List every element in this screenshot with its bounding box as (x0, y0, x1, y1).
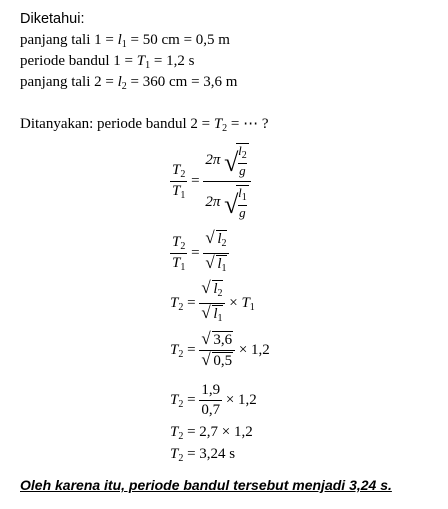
label: panjang tali 1 = (20, 32, 114, 48)
value: 1,2 (251, 341, 270, 358)
t: T (172, 183, 181, 199)
t: T (170, 341, 179, 358)
t: T (241, 294, 250, 311)
subscript: 1 (145, 60, 151, 71)
t: T (172, 255, 181, 271)
sub: 1 (180, 190, 186, 201)
result: = 2,7 × 1,2 (187, 424, 253, 440)
l: l (217, 231, 222, 247)
label: periode bandul 1 = (20, 53, 134, 69)
t: T (172, 162, 181, 178)
subscript: 2 (121, 81, 127, 92)
step-5 (170, 382, 257, 419)
l: l (213, 281, 218, 297)
sub: 1 (241, 192, 247, 203)
sub: 1 (180, 262, 186, 273)
step-7 (170, 446, 235, 464)
symbol: l (117, 74, 122, 90)
sqrt: √ $\frac{l_2}{g}$ (224, 143, 247, 178)
step-1 (170, 143, 251, 220)
ratio: √ 3,6 √ 0,5 (199, 331, 235, 370)
result: = 3,24 s (187, 446, 236, 462)
sub: 1 (221, 263, 227, 274)
equals: = (187, 391, 196, 408)
sub: 2 (180, 169, 186, 180)
ratio (199, 382, 222, 419)
label: panjang tali 2 = (20, 74, 114, 90)
ratio-lhs (170, 234, 187, 273)
sub: 2 (178, 348, 184, 360)
ratio-lhs (170, 162, 187, 201)
ratio-rhs (203, 143, 250, 220)
times: × (229, 294, 238, 311)
sub: 2 (178, 301, 184, 313)
value: = 1,2 s (153, 53, 195, 69)
subscript: 2 (222, 123, 228, 134)
label: Ditanyakan: periode bandul 2 = (20, 116, 211, 132)
known-line-2 (20, 52, 194, 75)
symbol: T (136, 53, 146, 69)
t: T (170, 391, 179, 408)
value: 0,5 (213, 353, 233, 369)
l: l (213, 306, 218, 322)
times: × (238, 341, 248, 358)
conclusion: Oleh karena itu, periode bandul tersebut menjadi 3,24 s. (20, 477, 392, 493)
two-pi: 2π (205, 193, 221, 210)
equals: = (191, 244, 200, 261)
sub: 2 (178, 431, 184, 442)
denominator: 0,7 (201, 402, 221, 418)
t: T (170, 294, 179, 311)
numerator: 1,9 (201, 382, 221, 398)
sub: 2 (178, 398, 184, 410)
value: = ⋯ ? (230, 116, 269, 132)
value: 1,2 (238, 391, 257, 408)
l: l (238, 185, 242, 200)
ratio-rhs: √ $l_2$ √ $l_1$ (203, 230, 229, 277)
value: = 360 cm = 3,6 m (130, 74, 238, 90)
g: g (239, 163, 246, 178)
sub: 2 (180, 241, 186, 252)
sub: 2 (178, 453, 184, 464)
sqrt: √ $\frac{l_1}{g}$ (224, 185, 247, 220)
subscript: 1 (121, 39, 127, 50)
l: l (217, 256, 222, 272)
t: T (172, 234, 181, 250)
times: × (225, 391, 235, 408)
step-3 (170, 280, 255, 327)
sub: 2 (221, 238, 227, 249)
symbol: l (117, 32, 122, 48)
sub: 1 (217, 313, 223, 324)
step-6 (170, 424, 253, 442)
sub: 2 (241, 150, 247, 161)
t: T (170, 424, 179, 440)
step-4 (170, 331, 270, 370)
l: l (238, 143, 242, 158)
equals: = (191, 172, 200, 189)
step-2 (170, 230, 229, 277)
equals: = (187, 294, 196, 311)
known-heading: Diketahui: (20, 11, 85, 27)
known-line-1 (20, 31, 230, 54)
g: g (239, 205, 246, 220)
known-line-3 (20, 73, 237, 96)
ratio: √ $l_2$ √ $l_1$ (199, 280, 225, 327)
symbol: T (213, 116, 223, 132)
t: T (170, 446, 179, 462)
equals: = (187, 341, 196, 358)
asked-line (20, 115, 269, 138)
value: = 50 cm = 0,5 m (130, 32, 230, 48)
sub: 1 (249, 301, 255, 313)
two-pi: 2π (205, 151, 221, 168)
sub: 2 (217, 288, 223, 299)
value: 3,6 (213, 332, 233, 348)
